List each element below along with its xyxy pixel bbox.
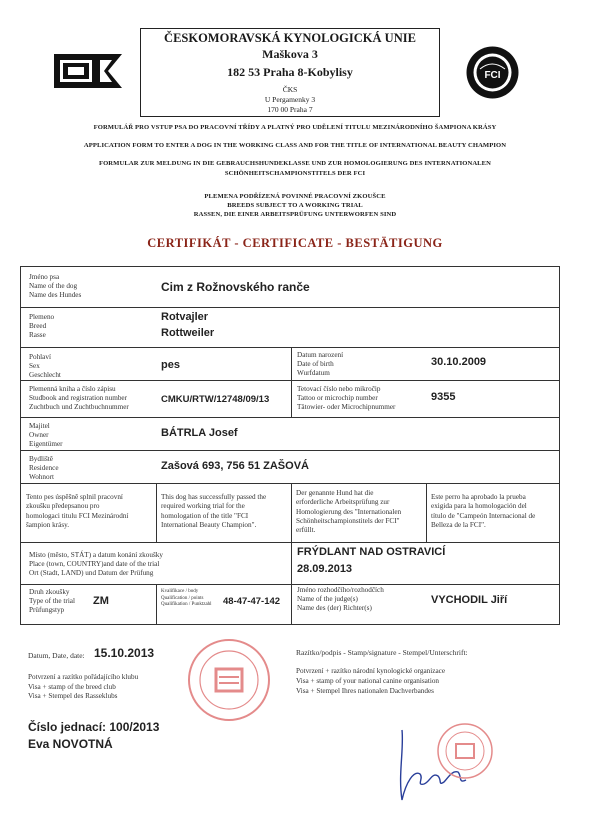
club-street: Maškova 3 (262, 47, 318, 61)
name-label-de: Name des Hundes (29, 290, 82, 299)
dog-name: Cim z Rožnovského ranče (161, 280, 310, 294)
signature-label: Razítko/podpis - Stamp/signature - Stempel/Unterschrift: (296, 648, 468, 657)
form-title-de-2: SCHÖNHEITSCHAMPIONSTITELS DER FCI (224, 170, 366, 177)
dob-label-cz: Datum narození (297, 351, 344, 359)
cmku-logo (52, 52, 124, 90)
footer-date-label: Datum, Date, date: (28, 651, 85, 660)
judge-label-en: Name of the judge(s) (297, 594, 358, 603)
form-title-cz: FORMULÁŘ PRO VSTUP PSA DO PRACOVNÍ TŘÍDY A PLATNÝ PRO UDĚLENÍ TITULU MEZINÁRODNÍHO ŠAMPIONA KRÁSY (93, 124, 497, 131)
residence-label-de: Wohnort (29, 472, 54, 481)
dob-label-en: Date of birth (297, 359, 334, 368)
studbook-label-en: Studbook and registration number (29, 393, 128, 402)
trial-type: ZM (93, 595, 109, 607)
certificate-title: CERTIFIKÁT - CERTIFICATE - BESTÄTIGUNG (147, 236, 443, 250)
breed-label-de: Rasse (29, 330, 46, 339)
reference-number: Číslo jednací: 100/2013 (28, 720, 160, 734)
qualification-value: 48-47-47-142 (223, 596, 281, 607)
place-label-cz: Místo (město, STÁT) a datum konání zkoušky (29, 551, 163, 559)
qual-label-de: Qualifikation / Punktzahl (161, 602, 212, 607)
statement-es: Este perro ha aprobado la prueba exigida para la homologación del título de "Campeón Internacional de Belleza de la FCI". (431, 493, 536, 529)
trial-title-de: RASSEN, DIE EINER ARBEITSPRÜFUNG UNTERWORFEN SIND (193, 211, 397, 218)
place-label-en: Place (town, COUNTRY)and date of the trial (29, 559, 160, 568)
tattoo-label-en: Tattoo or microchip number (297, 393, 378, 402)
tattoo-value: 9355 (431, 391, 456, 403)
name-label-cz: Jméno psa (29, 273, 60, 281)
studbook-value: CMKU/RTW/12748/09/13 (161, 394, 270, 405)
statement-de: Der genannte Hund hat die erforderliche Arbeitsprüfung zur Homologierung des "Internationalen Schönheitschampionstitels der FCI" erfüllt. (296, 489, 402, 535)
club-city: 182 53 Praha 8-Kobylisy (227, 65, 353, 79)
breed-value-cz: Rotvajler (161, 311, 209, 323)
statement-cz: Tento pes úspěšně splnil pracovní zkoušku předepsanou pro homologaci titulu FCI Mezinárodní šampion krásy. (26, 493, 129, 529)
club-name: ČESKOMORAVSKÁ KYNOLOGICKÁ UNIE (164, 31, 416, 45)
breed-value-en: Rottweiler (161, 327, 215, 339)
form-title-en: APPLICATION FORM TO ENTER A DOG IN THE WORKING CLASS AND FOR THE TITLE OF INTERNATIONAL BEAUTY CHAMPION (83, 142, 507, 149)
owner-label-en: Owner (29, 430, 49, 439)
breed-label-en: Breed (29, 321, 47, 330)
national-stamp (436, 722, 494, 780)
tattoo-label-cz: Tetovací číslo nebo mikročip (297, 385, 381, 393)
name-label-en: Name of the dog (29, 281, 78, 290)
judge-label-cz: Jméno rozhodčího/rozhodčích (297, 586, 384, 594)
subclub-street: U Pergamenky 3 (264, 95, 316, 104)
certificate-table (20, 266, 560, 625)
judge-label-de: Name des (der) Richter(s) (297, 603, 372, 612)
trial-date: 28.09.2013 (297, 563, 353, 575)
qual-label-cz: Kvalifikace / body (161, 589, 199, 594)
header-box (140, 28, 440, 117)
subclub-city: 170 00 Praha 7 (267, 105, 313, 114)
type-label-cz: Druh zkoušky (29, 588, 70, 596)
qual-label-en: Qualification / points (161, 595, 204, 601)
dob-label-de: Wurfdatum (297, 368, 330, 377)
sex-label-cz: Pohlaví (29, 353, 51, 361)
owner-value: BÁTRLA Josef (161, 427, 238, 439)
form-title-de-1: FORMULAR ZUR MELDUNG IN DIE GEBRAUCHSHUNDEKLASSE UND ZUR HOMOLOGIERUNG DES INTERNATIONALEN (98, 160, 492, 167)
club-stamp (186, 637, 272, 723)
reference-name: Eva NOVOTNÁ (28, 737, 113, 751)
statement-en: This dog has successfully passed the required working trial for the homologation of the title "FCI International Beauty Champion". (161, 493, 267, 529)
judge-value: VYCHODIL Jiří (431, 594, 508, 606)
trial-title-cz: PLEMENA PODŘÍZENÁ POVINNÉ PRACOVNÍ ZKOUŠCE (204, 193, 386, 200)
subclub-name: ČKS (282, 85, 298, 94)
dob-value: 30.10.2009 (431, 356, 487, 368)
breed-label-cz: Plemeno (29, 313, 55, 321)
sex-label-en: Sex (29, 361, 40, 370)
sex-label-de: Geschlecht (29, 370, 61, 379)
residence-label-en: Residence (29, 463, 59, 472)
trial-place: FRÝDLANT NAD OSTRAVICÍ (297, 546, 446, 558)
sex-value: pes (161, 359, 180, 371)
national-org-caption: Potvrzení + razítko národní kynologické organizace Visa + stamp of your national canine organisation Visa + Stempel Ihres nationalen Dachverbandes (296, 667, 446, 695)
place-label-de: Ort (Stadt, LAND) und Datum der Prüfung (29, 568, 154, 577)
tattoo-label-de: Tätowier- oder Microchipnummer (297, 402, 396, 411)
residence-value: Zašová 693, 756 51 ZAŠOVÁ (161, 460, 309, 472)
owner-label-de: Eigentümer (29, 439, 63, 448)
svg-text:FCI: FCI (484, 70, 501, 81)
type-label-en: Type of the trial (29, 596, 75, 605)
footer-date-value: 15.10.2013 (94, 646, 155, 660)
trial-title-en: BREEDS SUBJECT TO A WORKING TRIAL (227, 202, 363, 209)
residence-label-cz: Bydliště (29, 455, 53, 463)
type-label-de: Prüfungstyp (29, 605, 65, 614)
studbook-label-cz: Plemenná kniha a číslo zápisu (29, 385, 116, 393)
owner-label-cz: Majitel (29, 422, 50, 430)
fci-logo (465, 45, 520, 100)
studbook-label-de: Zuchtbuch und Zuchtbuchnummer (29, 402, 129, 411)
club-stamp-caption: Potvrzení a razítko pořádajícího klubu Visa + stamp of the breed club Visa + Stempel des Rasseklubs (28, 673, 139, 700)
